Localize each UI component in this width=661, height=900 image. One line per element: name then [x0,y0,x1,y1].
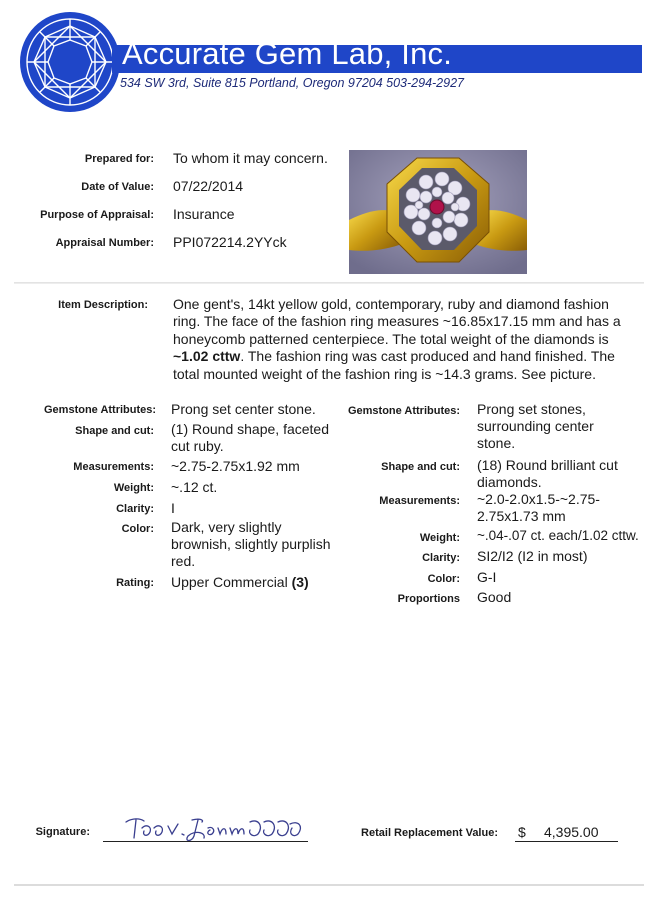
signature-label: Signature: [35,826,90,838]
center-shape-value: (1) Round shape, faceted cut ruby. [171,421,329,455]
purpose-value: Insurance [173,206,235,222]
prepared-for-label: Prepared for: [84,153,154,165]
center-weight-value: ~.12 ct. [171,479,218,495]
side-color-value: G-I [477,569,497,585]
center-attributes-value: Prong set center stone. [171,401,316,417]
side-proportions-value: Good [477,589,512,605]
diamond-total-weight: ~1.02 cttw [173,348,241,365]
center-shape-label: Shape and cut: [75,425,154,437]
date-of-value-label: Date of Value: [81,181,154,193]
currency-symbol: $ [518,824,526,840]
side-attributes-value: Prong set stones, surrounding center stone. [477,401,594,452]
purpose-label: Purpose of Appraisal: [40,209,154,221]
side-shape-value: (18) Round brilliant cut diamonds. [477,457,618,491]
center-measurements-label: Measurements: [73,461,154,473]
center-clarity-value: I [171,500,175,516]
appraisal-number-value: PPI072214.2YYck [173,234,287,250]
price-line [515,841,618,842]
center-attributes-label: Gemstone Attributes: [44,404,157,416]
center-clarity-label: Clarity: [116,503,154,515]
center-rating-label: Rating: [116,577,154,589]
signature-line [103,841,308,842]
center-color-label: Color: [121,523,154,535]
side-measurements-label: Measurements: [379,495,460,507]
center-weight-label: Weight: [113,482,154,494]
retail-value-label: Retail Replacement Value: [361,827,498,839]
center-rating-value: Upper Commercial (3) [171,574,309,590]
footer-rule [14,884,644,886]
side-clarity-label: Clarity: [422,552,460,564]
item-description-text: One gent's, 14kt yellow gold, contemporary, ruby and diamond fashion ring. The face of the fashion ring measures ~16.85x17.15 mm and has a honeycomb patterned centerpiece. The total weight of the diamonds is ~1.02 cttw. The fashion ring was cast produced and hand finished. The total mounted weight of the fashion ring is ~14.3 grams. See picture. [173,296,621,382]
center-measurements-value: ~2.75-2.75x1.92 mm [171,458,300,474]
section-divider [14,282,644,284]
side-attributes-label: Gemstone Attributes: [347,405,460,417]
company-address: 534 SW 3rd, Suite 815 Portland, Oregon 97204 503-294-2927 [120,76,464,90]
side-shape-label: Shape and cut: [381,461,460,473]
date-of-value-value: 07/22/2014 [173,178,244,194]
prepared-for-value: To whom it may concern. [173,150,328,166]
side-weight-label: Weight: [419,532,460,544]
side-clarity-value: SI2/I2 (I2 in most) [477,548,588,564]
ring-image [349,150,527,274]
item-description-label: Item Description: [58,299,148,311]
company-name: Accurate Gem Lab, Inc. [122,36,453,71]
side-weight-value: ~.04-.07 ct. each/1.02 cttw. [477,528,639,543]
ring-photo [349,150,527,274]
gem-logo-icon [18,10,122,114]
appraisal-number-label: Appraisal Number: [55,237,154,249]
rating-grade: (3) [291,574,309,590]
signature-image [122,812,310,844]
retail-value-amount: 4,395.00 [544,824,599,840]
side-color-label: Color: [427,573,460,585]
center-color-value: Dark, very slightly brownish, slightly purplish red. [171,519,331,570]
side-proportions-label: Proportions [397,593,460,605]
side-measurements-value: ~2.0-2.0x1.5-~2.75-2.75x1.73 mm [477,491,600,525]
